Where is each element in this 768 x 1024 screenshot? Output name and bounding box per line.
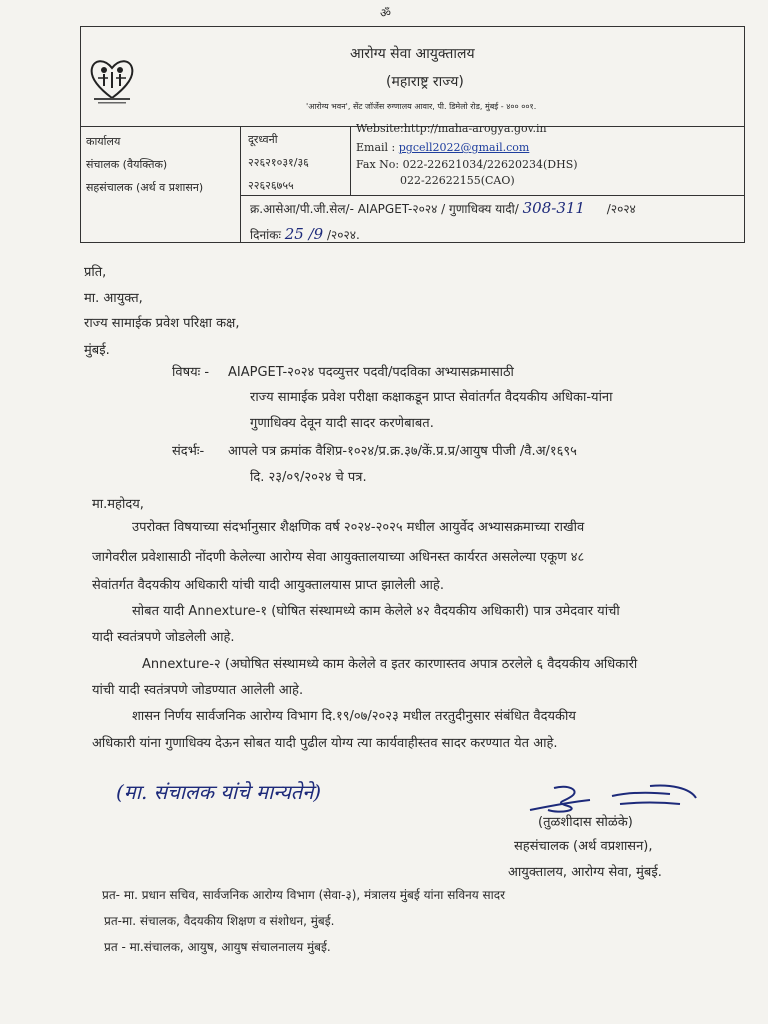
recipient-line-1: मा. आयुक्त, [84,291,143,306]
recipient-line-0: प्रति, [84,265,107,280]
email-label: Email : [356,141,396,154]
signatory-designation: सहसंचालक (अर्थ वप्रशासन), [514,839,653,854]
recipient-line-3: मुंबई. [84,343,110,358]
ref-handwritten: 308-311 [522,199,585,217]
subject-label: विषयः - [172,365,210,380]
body-p3-line-1: यांची यादी स्वतंत्रपणे जोडण्यात आलेली आहे. [92,683,304,698]
ref-divider [240,195,744,196]
subject-line-2: गुणाधिक्य देवून यादी सादर करणेबाबत. [250,416,434,431]
top-mark: ॐ [380,6,391,20]
fax-line-1: Fax No: 022-22621034/22620234(DHS) [356,158,578,171]
office-label-1: संचालक (वैयक्तिक) [86,158,168,171]
col-divider-2 [350,126,351,196]
col-divider-1 [240,126,241,242]
website-text[interactable]: Website:http://maha-arogya.gov.in [356,122,547,135]
subject-line-1: राज्य सामाईक प्रवेश परीक्षा कक्षाकडून प्राप्त सेवांतर्गत वैदयकीय अधिका-यांना [250,390,613,405]
signatory-office: आयुक्तालय, आरोग्य सेवा, मुंबई. [508,865,662,880]
reference-line-0: आपले पत्र क्रमांक वैशिप्र-१०२४/प्र.क्र.३७/कें.प्र.प्र/आयुष पीजी /वै.अ/१६९५ [228,444,577,459]
office-label-2: सहसंचालक (अर्थ व प्रशासन) [86,181,204,194]
signatory-name: (तुळशीदास सोळंके) [538,815,633,830]
subject-line-0: AIAPGET-२०२४ पदव्युत्तर पदवी/पदविका अभ्यासक्रमासाठी [228,365,514,380]
date-handwritten: 25 /9 [284,225,324,243]
body-p3-line-0: Annexture-२ (अघोषित संस्थामध्ये काम केलेले व इतर कारणास्तव अपात्र ठरलेले ६ वैदयकीय अधिकारी [142,657,638,672]
salutation: मा.महोदय, [92,497,144,512]
org-address: 'आरोग्य भवन', सेंट जॉर्जेस रुग्णालय आवार, पी. डिमेलो रोड, मुंबई - ४०० ००१. [306,102,537,111]
reference-label: संदर्भः- [172,444,205,459]
copy-line-1: प्रत-मा. संचालक, वैदयकीय शिक्षण व संशोधन, मुंबई. [104,914,335,928]
handwritten-approval-note: (मा. संचालक यांचे मान्यतेने) [116,780,322,804]
phone-heading: दूरध्वनी [248,133,278,146]
date-year: /२०२४. [327,228,360,242]
org-state: (महाराष्ट्र राज्य) [386,74,464,90]
org-name: आरोग्य सेवा आयुक्तालय [350,46,475,62]
office-label-0: कार्यालय [86,135,121,148]
reference-line-1: दि. २३/०९/२०२४ चे पत्र. [250,470,367,485]
phone-number-0: २२६२१०३१/३६ [248,156,309,169]
ref-year: /२०२४ [606,202,636,216]
fax-line-2: 022-22622155(CAO) [400,174,515,187]
phone-number-1: २२६२६७५५ [248,179,294,192]
letter-date [250,225,360,243]
body-p4-line-1: अधिकारी यांना गुणाधिक्य देऊन सोबत यादी पुढील योग्य त्या कार्यवाहीस्तव सादर करण्यात येत आहे. [92,736,558,751]
date-prefix: दिनांकः [250,228,281,242]
body-p1-line-0: उपरोक्त विषयाच्या संदर्भानुसार शैक्षणिक वर्ष २०२४-२०२५ मधील आयुर्वेद अभ्यासक्रमाच्या राखीव [132,520,585,535]
ref-prefix: क्र.आसेआ/पी.जी.सेल/- AIAPGET-२०२४ / गुणाधिक्य यादी/ [250,202,519,216]
copy-line-0: प्रत- मा. प्रधान सचिव, सार्वजनिक आरोग्य विभाग (सेवा-३), मंत्रालय मुंबई यांना सविनय सादर [102,888,506,902]
body-p1-line-1: जागेवरील प्रवेशासाठी नोंदणी केलेल्या आरोग्य सेवा आयुक्तालयाच्या अधिनस्त कार्यरत असलेल्या एकूण ४८ [92,550,585,565]
body-p1-line-2: सेवांतर्गत वैदयकीय अधिकारी यांची यादी आयुक्तालयास प्राप्त झालेली आहे. [92,578,444,593]
copy-line-2: प्रत - मा.संचालक, आयुष, आयुष संचालनालय मुंबई. [104,940,331,954]
recipient-line-2: राज्य सामाईक प्रवेश परिक्षा कक्ष, [84,316,240,331]
ref-number [250,199,636,217]
email-row [356,141,529,154]
email-link[interactable]: pgcell2022@gmail.com [398,141,530,154]
body-p2-line-0: सोबत यादी Annexture-१ (घोषित संस्थामध्ये काम केलेले ४२ वैदयकीय अधिकारी) पात्र उमेदवार यांची [132,604,620,619]
body-p4-line-0: शासन निर्णय सार्वजनिक आरोग्य विभाग दि.१९/०७/२०२३ मधील तरतुदीनुसार संबंधित वैदयकीय [132,709,576,724]
arogya-logo-icon [86,48,138,106]
body-p2-line-1: यादी स्वतंत्रपणे जोडलेली आहे. [92,630,235,645]
